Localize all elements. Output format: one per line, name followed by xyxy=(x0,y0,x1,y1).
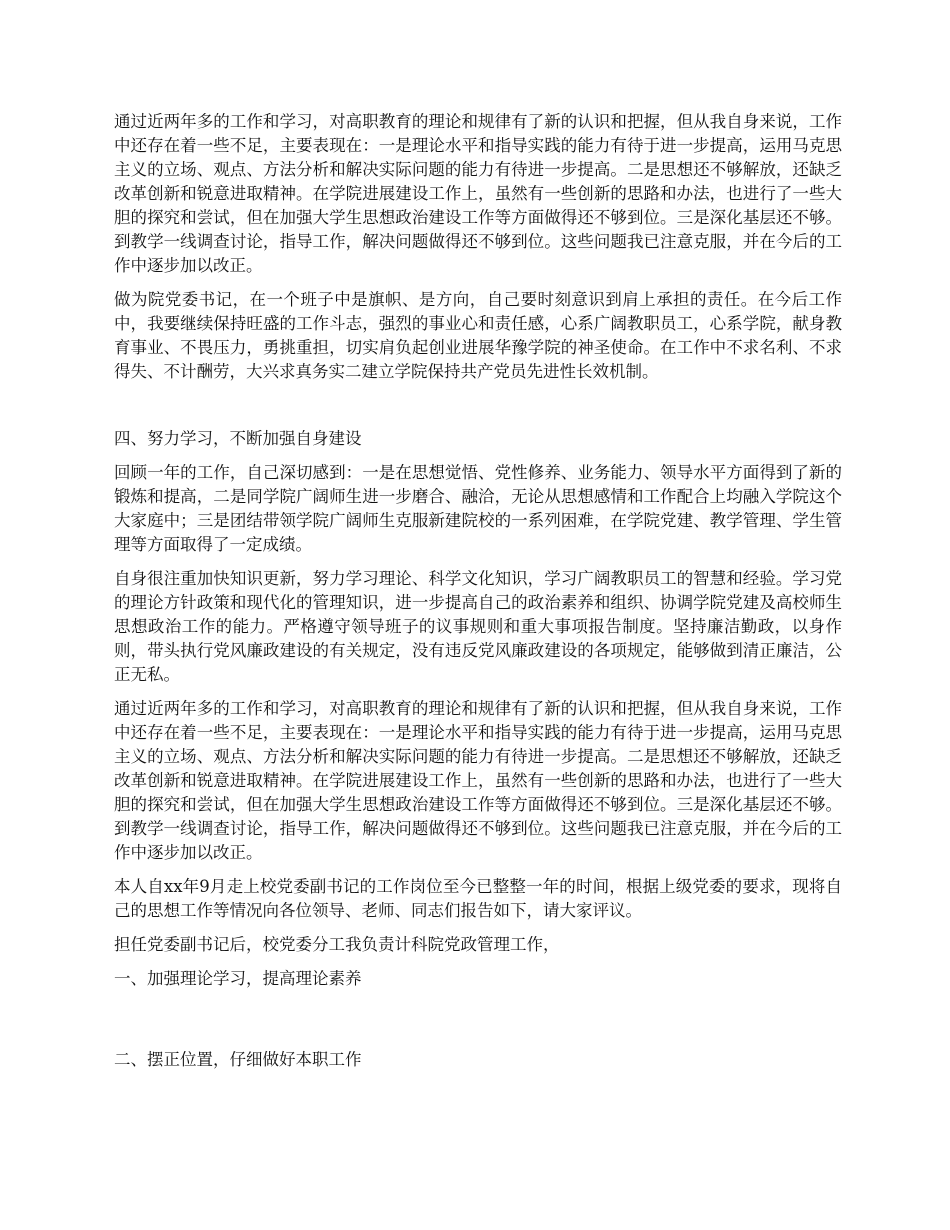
heading-section-four: 四、努力学习，不断加强自身建设 xyxy=(114,429,362,448)
paragraph-shortcomings-repeat: 通过近两年多的工作和学习，对高职教育的理论和规律有了新的认识和把握，但从我自身来说，工作中还存在着一些不足，主要表现在：一是理论水平和指导实践的能力有待于进一步提高，运用马克思主义的立场、观点、方法分析和解决实际问题的能力有待进一步提高。二是思想还不够解放，还缺乏改革创新和锐意进取精神。在学院进展建设工作上，虽然有一些创新的思路和办法，也进行了一些大胆的探究和尝试，但在加强大学生思想政治建设工作等方面做得还不够到位。三是深化基层还不够。到教学一线调查讨论，指导工作，解决问题做得还不够到位。这些问题我已注意克服，并在今后的工作中逐步加以改正。 xyxy=(114,699,842,862)
spacer xyxy=(114,394,842,427)
paragraph-responsibility: 担任党委副书记后，校党委分工我负责计科院党政管理工作， xyxy=(114,935,560,954)
document-body xyxy=(114,110,842,1072)
heading-section-one: 一、加强理论学习，提高理论素养 xyxy=(114,969,362,988)
spacer xyxy=(114,991,842,1048)
paragraph-knowledge-update: 自身很注重加快知识更新，努力学习理论、科学文化知识，学习广阔教职员工的智慧和经验。学习党的理论方针政策和现代化的管理知识，进一步提高自己的政治素养和组织、协调学院党建及高校师生思想政治工作的能力。严格遵守领导班子的议事规则和重大事项报告制度。坚持廉洁勤政，以身作则，带头执行党风廉政建设的有关规定，没有违反党风廉政建设的各项规定，能够做到清正廉洁，公正无私。 xyxy=(114,569,842,684)
paragraph-party-secretary-role: 做为院党委书记，在一个班子中是旗帜、是方向，自己要时刻意识到肩上承担的责任。在今后工作中，我要继续保持旺盛的工作斗志，强烈的事业心和责任感，心系广阔教职员工，心系学院，献身教育事业、不畏压力，勇挑重担，切实肩负起创业进展华豫学院的神圣使命。在工作中不求名利、不求得失、不计酬劳，大兴求真务实二建立学院保持共产党员先进性长效机制。 xyxy=(114,290,842,381)
paragraph-shortcomings: 通过近两年多的工作和学习，对高职教育的理论和规律有了新的认识和把握，但从我自身来说，工作中还存在着一些不足，主要表现在：一是理论水平和指导实践的能力有待于进一步提高，运用马克思主义的立场、观点、方法分析和解决实际问题的能力有待进一步提高。二是思想还不够解放，还缺乏改革创新和锐意进取精神。在学院进展建设工作上，虽然有一些创新的思路和办法，也进行了一些大胆的探究和尝试，但在加强大学生思想政治建设工作等方面做得还不够到位。三是深化基层还不够。到教学一线调查讨论，指导工作，解决问题做得还不够到位。这些问题我已注意克服，并在今后的工作中逐步加以改正。 xyxy=(114,112,842,275)
heading-section-two: 二、摆正位置，仔细做好本职工作 xyxy=(114,1050,362,1069)
paragraph-self-introduction: 本人自xx年9月走上校党委副书记的工作岗位至今已整整一年的时间，根据上级党委的要求，现将自己的思想工作等情况向各位领导、老师、同志们报告如下，请大家评议。 xyxy=(114,877,842,920)
paragraph-year-review: 回顾一年的工作，自己深切感到：一是在思想觉悟、党性修养、业务能力、领导水平方面得到了新的锻炼和提高，二是同学院广阔师生进一步磨合、融洽，无论从思想感情和工作配合上均融入学院这个大家庭中；三是团结带领学院广阔师生克服新建院校的一系列困难，在学院党建、教学管理、学生管理等方面取得了一定成绩。 xyxy=(114,463,842,554)
